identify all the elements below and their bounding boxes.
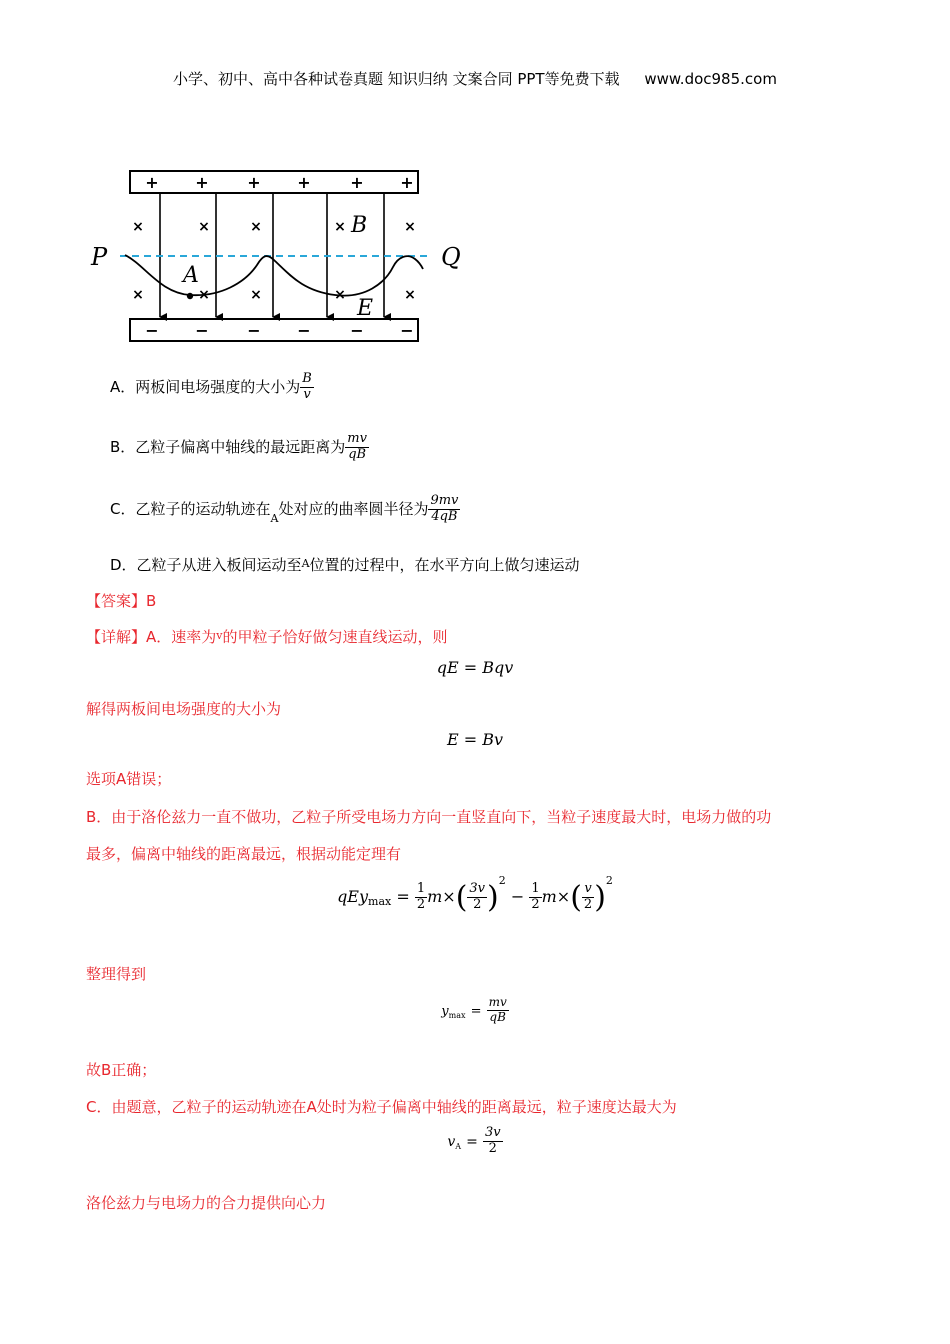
eq5-lhs: v (447, 1133, 456, 1150)
explain-line-8: C．由题意，乙粒子的运动轨迹在A处时为粒子偏离中轴线的距离最远，粒子速度达最大为 (86, 1098, 677, 1116)
eq3-frac1 (467, 882, 487, 913)
plus-sign: + (247, 173, 261, 192)
eq3-power: 2 (605, 874, 613, 887)
fraction-denominator: qB (489, 1009, 506, 1024)
eq3-m: m× (427, 887, 456, 906)
cross-mark: × (198, 219, 210, 235)
equation-1: qE = Bqv (436, 658, 514, 677)
header-text: 小学、初中、高中各种试卷真题 知识归纳 文案合同 PPT等免费下载 (173, 70, 620, 88)
point-label-A: A (270, 511, 279, 525)
fraction-numerator: 1 (531, 881, 540, 897)
point-label-A: A (301, 557, 310, 570)
option-c-text: C．乙粒子的运动轨迹在 (110, 499, 271, 518)
fraction-denominator: v (303, 386, 311, 402)
equation-5: $v_A$ = $\frac{3v}{2}$ (447, 1125, 501, 1156)
fraction-numerator: 3v (485, 1125, 501, 1140)
eq4-lhs: y (441, 1003, 449, 1019)
explain-line-2: 解得两板间电场强度的大小为 (86, 700, 282, 718)
page-header (0, 68, 950, 89)
physics-diagram (85, 165, 475, 350)
option-a-text: A．两板间电场强度的大小为 (110, 377, 301, 396)
answer-line: 【答案】B (86, 592, 157, 610)
eq3-power: 2 (498, 874, 506, 887)
label-B: B (351, 213, 368, 238)
plus-sign: + (195, 173, 209, 192)
explain-text: 的甲粒子恰好做匀速直线运动，则 (222, 628, 448, 646)
eq3-frac2 (582, 882, 594, 913)
minus-sign: − (400, 321, 414, 340)
fraction-numerator: B (302, 371, 312, 386)
fraction-numerator: 9mv (430, 493, 459, 508)
cross-mark: × (250, 219, 262, 235)
cross-mark: × (132, 287, 144, 303)
fraction-denominator: 2 (531, 897, 540, 912)
eq3-lhs: qEy (337, 887, 369, 906)
eq3-half (415, 882, 427, 913)
option-a (110, 372, 314, 403)
option-c-fraction (428, 494, 460, 525)
equation-3: qEy$_{max}$ = $\frac{1}{2}$ m×( $\frac{3v}{2}$ )$^2$ − $\frac{1}{2}$ m×( $\frac{v}{2}$ )$^2$ (337, 874, 613, 915)
fraction-numerator: mv (347, 431, 367, 446)
fraction-denominator: qB (348, 446, 367, 462)
option-b-fraction (345, 432, 369, 463)
eq3-subscript: max (368, 895, 392, 908)
cross-mark: × (334, 219, 346, 235)
option-d-text: D．乙粒子从进入板间运动至 (110, 556, 302, 574)
minus-sign: − (350, 321, 364, 340)
minus-sign: − (247, 321, 261, 340)
cross-mark: × (404, 219, 416, 235)
fraction-denominator: 4qB (431, 508, 458, 524)
fraction-denominator: 2 (583, 897, 593, 912)
eq4-subscript: max (448, 1010, 466, 1020)
option-a-fraction (300, 372, 314, 403)
fraction-numerator: 1 (416, 881, 426, 897)
option-b-text: B．乙粒子偏离中轴线的最远距离为 (110, 437, 346, 456)
cross-mark: × (250, 287, 262, 303)
explain-line-6: 整理得到 (86, 965, 147, 983)
label-A: A (183, 263, 199, 288)
cross-mark: × (132, 219, 144, 235)
fraction-denominator: 2 (473, 897, 482, 912)
label-Q: Q (441, 243, 461, 271)
minus-sign: − (145, 321, 159, 340)
explain-line-3: 选项A错误； (86, 770, 172, 788)
explain-line-4: B．由于洛伦兹力一直不做功，乙粒子所受电场力方向一直竖直向下，当粒子速度最大时，电场力做的功 (86, 808, 772, 826)
label-P: P (91, 243, 108, 271)
plus-sign: + (297, 173, 311, 192)
top-plate (130, 171, 418, 193)
minus-sign: − (297, 321, 311, 340)
explain-label: 【详解】 (86, 628, 147, 646)
fraction-numerator: mv (488, 995, 507, 1009)
equation-2: E = Bv (446, 730, 504, 749)
eq5-subscript: A (455, 1141, 462, 1151)
plus-sign: + (400, 173, 414, 192)
eq4-fraction (487, 996, 509, 1025)
eq5-fraction (483, 1126, 503, 1157)
label-E: E (357, 296, 374, 321)
cross-mark: × (334, 287, 346, 303)
fraction-numerator: v (584, 881, 592, 897)
fraction-denominator: 2 (416, 897, 426, 912)
option-d-text2: 位置的过程中，在水平方向上做匀速运动 (309, 556, 580, 574)
explain-text: A．速率为 (146, 628, 217, 646)
point-A (187, 293, 193, 299)
fraction-numerator: 3v (469, 881, 486, 897)
plus-sign: + (145, 173, 159, 192)
minus-sign: − (195, 321, 209, 340)
option-c (110, 494, 460, 525)
option-b (110, 432, 369, 463)
cross-mark: × (404, 287, 416, 303)
header-site-link[interactable]: www.doc985.com (644, 70, 777, 88)
eq3-half (529, 882, 541, 913)
option-c-text2: 处对应的曲率圆半径为 (278, 499, 429, 518)
symbol-v: v (216, 629, 223, 642)
option-d (110, 554, 580, 575)
explain-line-7: 故B正确； (86, 1061, 157, 1079)
equation-4: $y_{max}$ = $\frac{mv}{qB}$ (441, 995, 507, 1024)
explain-line-5: 最多，偏离中轴线的距离最远，根据动能定理有 (86, 845, 402, 863)
eq3-m: m× (541, 887, 571, 906)
bottom-plate (130, 319, 418, 341)
explain-line-9: 洛伦兹力与电场力的合力提供向心力 (86, 1194, 327, 1212)
particle-trajectory (125, 255, 423, 296)
plus-sign: + (350, 173, 364, 192)
fraction-denominator: 2 (488, 1140, 497, 1156)
cross-mark: × (198, 287, 210, 303)
explain-line-1 (86, 626, 448, 647)
